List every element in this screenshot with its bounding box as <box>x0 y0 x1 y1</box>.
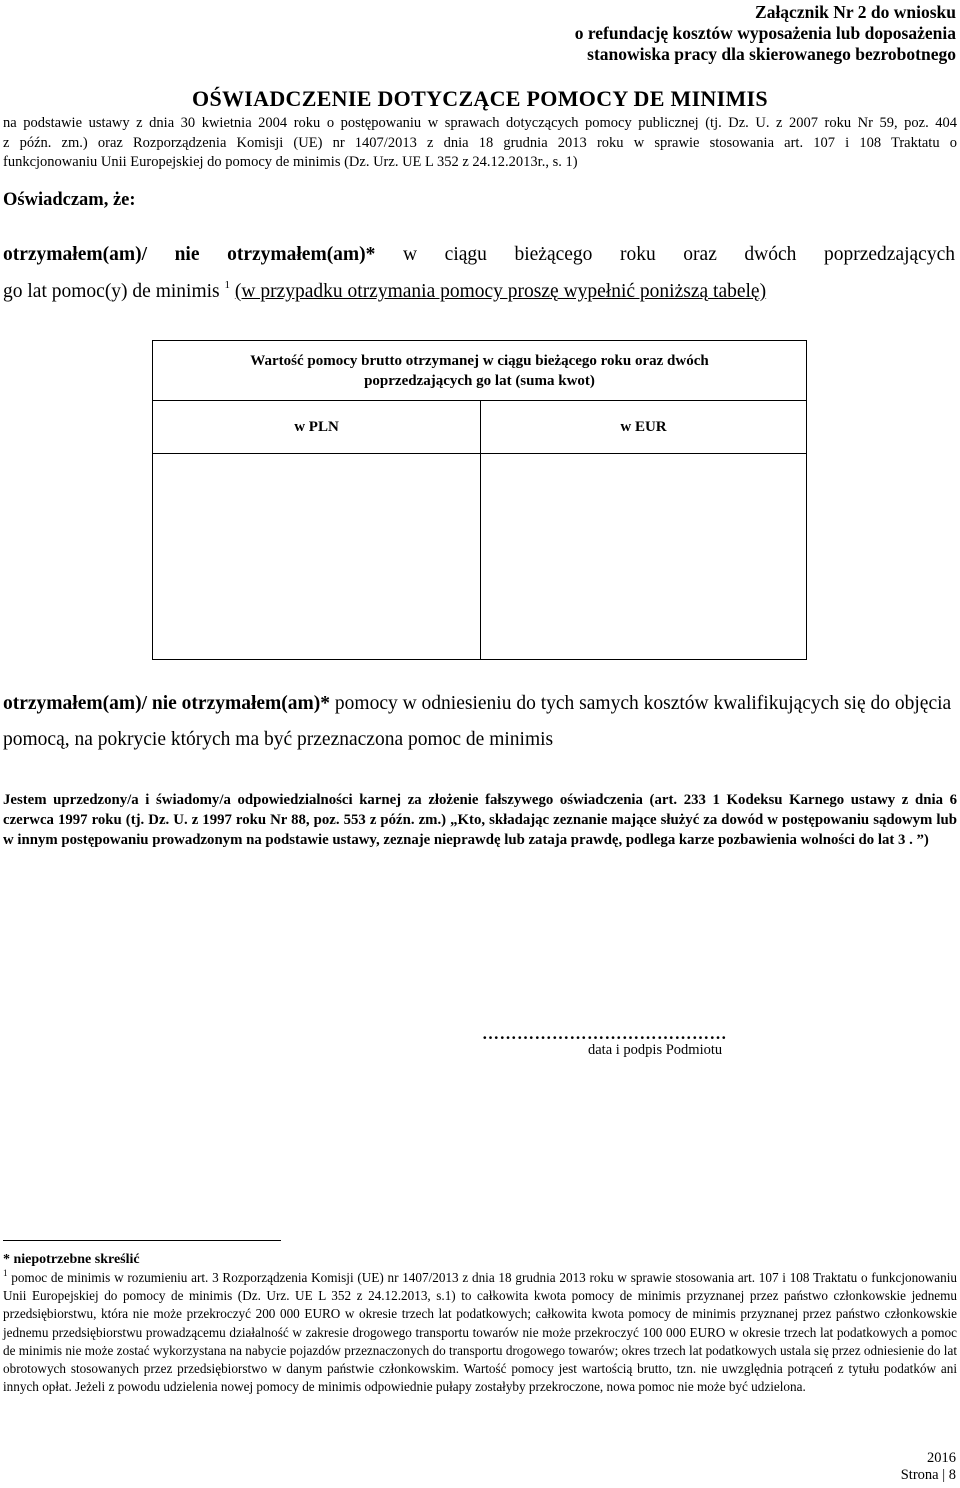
aid-received-line-1 <box>3 236 955 273</box>
value-eur-cell[interactable] <box>481 454 806 659</box>
annex-line-3: stanowiska pracy dla skierowanego bezrobotnego <box>587 44 956 64</box>
annex-line-2: o refundację kosztów wyposażenia lub doposażenia <box>574 23 956 43</box>
footnote-divider <box>3 1240 281 1241</box>
annex-header <box>575 2 956 65</box>
annex-line-1: Załącznik Nr 2 do wniosku <box>755 2 956 22</box>
signature-line[interactable]: …………………………………… <box>482 1024 727 1043</box>
same-costs-statement <box>3 686 955 758</box>
table-instruction: (w przypadku otrzymania pomocy proszę wypełnić poniższą tabelę) <box>234 281 767 302</box>
footnote-ref-1: 1 <box>224 279 231 291</box>
footnote-1 <box>3 1269 957 1396</box>
footnote-1-text: pomoc de minimis w rozumieniu art. 3 Rozporządzenia Komisji (UE) nr 1407/2013 z dnia 18 grudnia 2013 roku w sprawie stosowania art. 107 i 108 Traktatu o funkcjonowaniu Unii Europejskiej do pomocy de minimis (Dz. Urz. UE L 352 z 24.12.2013, s.1) to całkowita kwota pomocy de minimis przyznanej przez państwo członkowskie jednemu przedsiębiorstwu, która nie może przekroczyć 200 000 EURO w okresie trzech lat podatkowych; całkowita kwota pomocy de minimis przyznanej przez państwo członkowskie jednemu przedsiębiorstwu prowadzącemu działalność w zakresie drogowego transportu towarów nie może przekroczyć 100 000 EURO w okresie trzech lat podatkowych a pomoc de minimis nie może zostać wykorzystana na nabycie pojazdów przeznaczonych do transportu drogowego towarów; okres trzech lat podatkowych ustala się przez odniesienie do lat obrotowych stosowanych przez przedsiębiorstwo w danym państwie członkowskim. Wartość pomocy jest wartością brutto, tzn. nie uwzględnia potrąceń z tytułu podatków ani innych opłat. Jeżeli z powodu udzielenia nowej pomocy de minimis odpowiednie pułapy zostałyby przekroczone, nowa pomoc nie może być udzielona. <box>3 1270 957 1395</box>
column-eur <box>481 401 806 659</box>
document-title: OŚWIADCZENIE DOTYCZĄCE POMOCY DE MINIMIS <box>192 86 768 111</box>
aid-value-table <box>152 340 807 660</box>
value-pln-cell[interactable] <box>153 454 480 659</box>
legal-basis <box>3 114 957 173</box>
column-eur-header: w EUR <box>481 401 806 454</box>
same-costs-text: pomocy w odniesieniu do tych samych kosztów kwalifikujących się do objęcia pomocą, na pokrycie których ma być przeznaczona pomoc de minimis <box>3 693 952 750</box>
column-pln-header: w PLN <box>153 401 480 454</box>
received-text-2: go lat pomoc(y) de minimis <box>3 281 225 302</box>
column-pln <box>153 401 481 659</box>
received-choice-bold: otrzymałem(am)/ nie otrzymałem(am)* <box>3 244 376 265</box>
table-header-line-2: poprzedzających go lat (suma kwot) <box>364 373 595 389</box>
legal-basis-line-1: na podstawie ustawy z dnia 30 kwietnia 2004 roku o postępowaniu w sprawach dotyczących pomocy publicznej (tj. Dz. U. z 2007 roku Nr 59, poz. 404 <box>3 115 957 131</box>
footer-year: 2016 <box>927 1450 956 1466</box>
aid-received-statement <box>3 236 955 310</box>
criminal-liability-statement: Jestem uprzedzony/a i świadomy/a odpowiedzialności karnej za złożenie fałszywego oświadczenia (art. 233 1 Kodeksu Karnego ustawy z dnia 6 czerwca 1997 roku (tj. Dz. U. z 1997 roku Nr 88, poz. 553 z późn. zm.) „Kto, składając zeznanie mające służyć za dowód w postępowaniu sądowym lub w innym postępowaniu prowadzonym na podstawie ustawy, zeznaje nieprawdę lub zataja prawdę, podlega karze pozbawienia wolności do lat 3 . ”) <box>3 792 957 848</box>
same-costs-choice-bold: otrzymałem(am)/ nie otrzymałem(am)* <box>3 693 331 714</box>
footnote-1-marker: 1 <box>3 1268 8 1278</box>
footnote-star: * niepotrzebne skreślić <box>3 1252 140 1267</box>
footer-page-number: Strona | 8 <box>900 1467 956 1483</box>
legal-basis-line-2: z późn. zm.) oraz Rozporządzenia Komisji (UE) nr 1407/2013 z dnia 18 grudnia 2013 roku w sprawie stosowania art. 107 i 108 Traktatu o <box>3 134 957 151</box>
table-header-line-1: Wartość pomocy brutto otrzymanej w ciągu bieżącego roku oraz dwóch <box>250 353 709 369</box>
received-text-1: w ciągu bieżącego roku oraz dwóch poprzedzających <box>375 244 955 265</box>
signature-label: data i podpis Podmiotu <box>588 1042 723 1058</box>
legal-basis-line-3: funkcjonowaniu Unii Europejskiej do pomocy de minimis (Dz. Urz. UE L 352 z 24.12.2013r., s. 1) <box>3 154 578 170</box>
table-header <box>153 341 806 401</box>
declaration-heading: Oświadczam, że: <box>3 190 136 210</box>
